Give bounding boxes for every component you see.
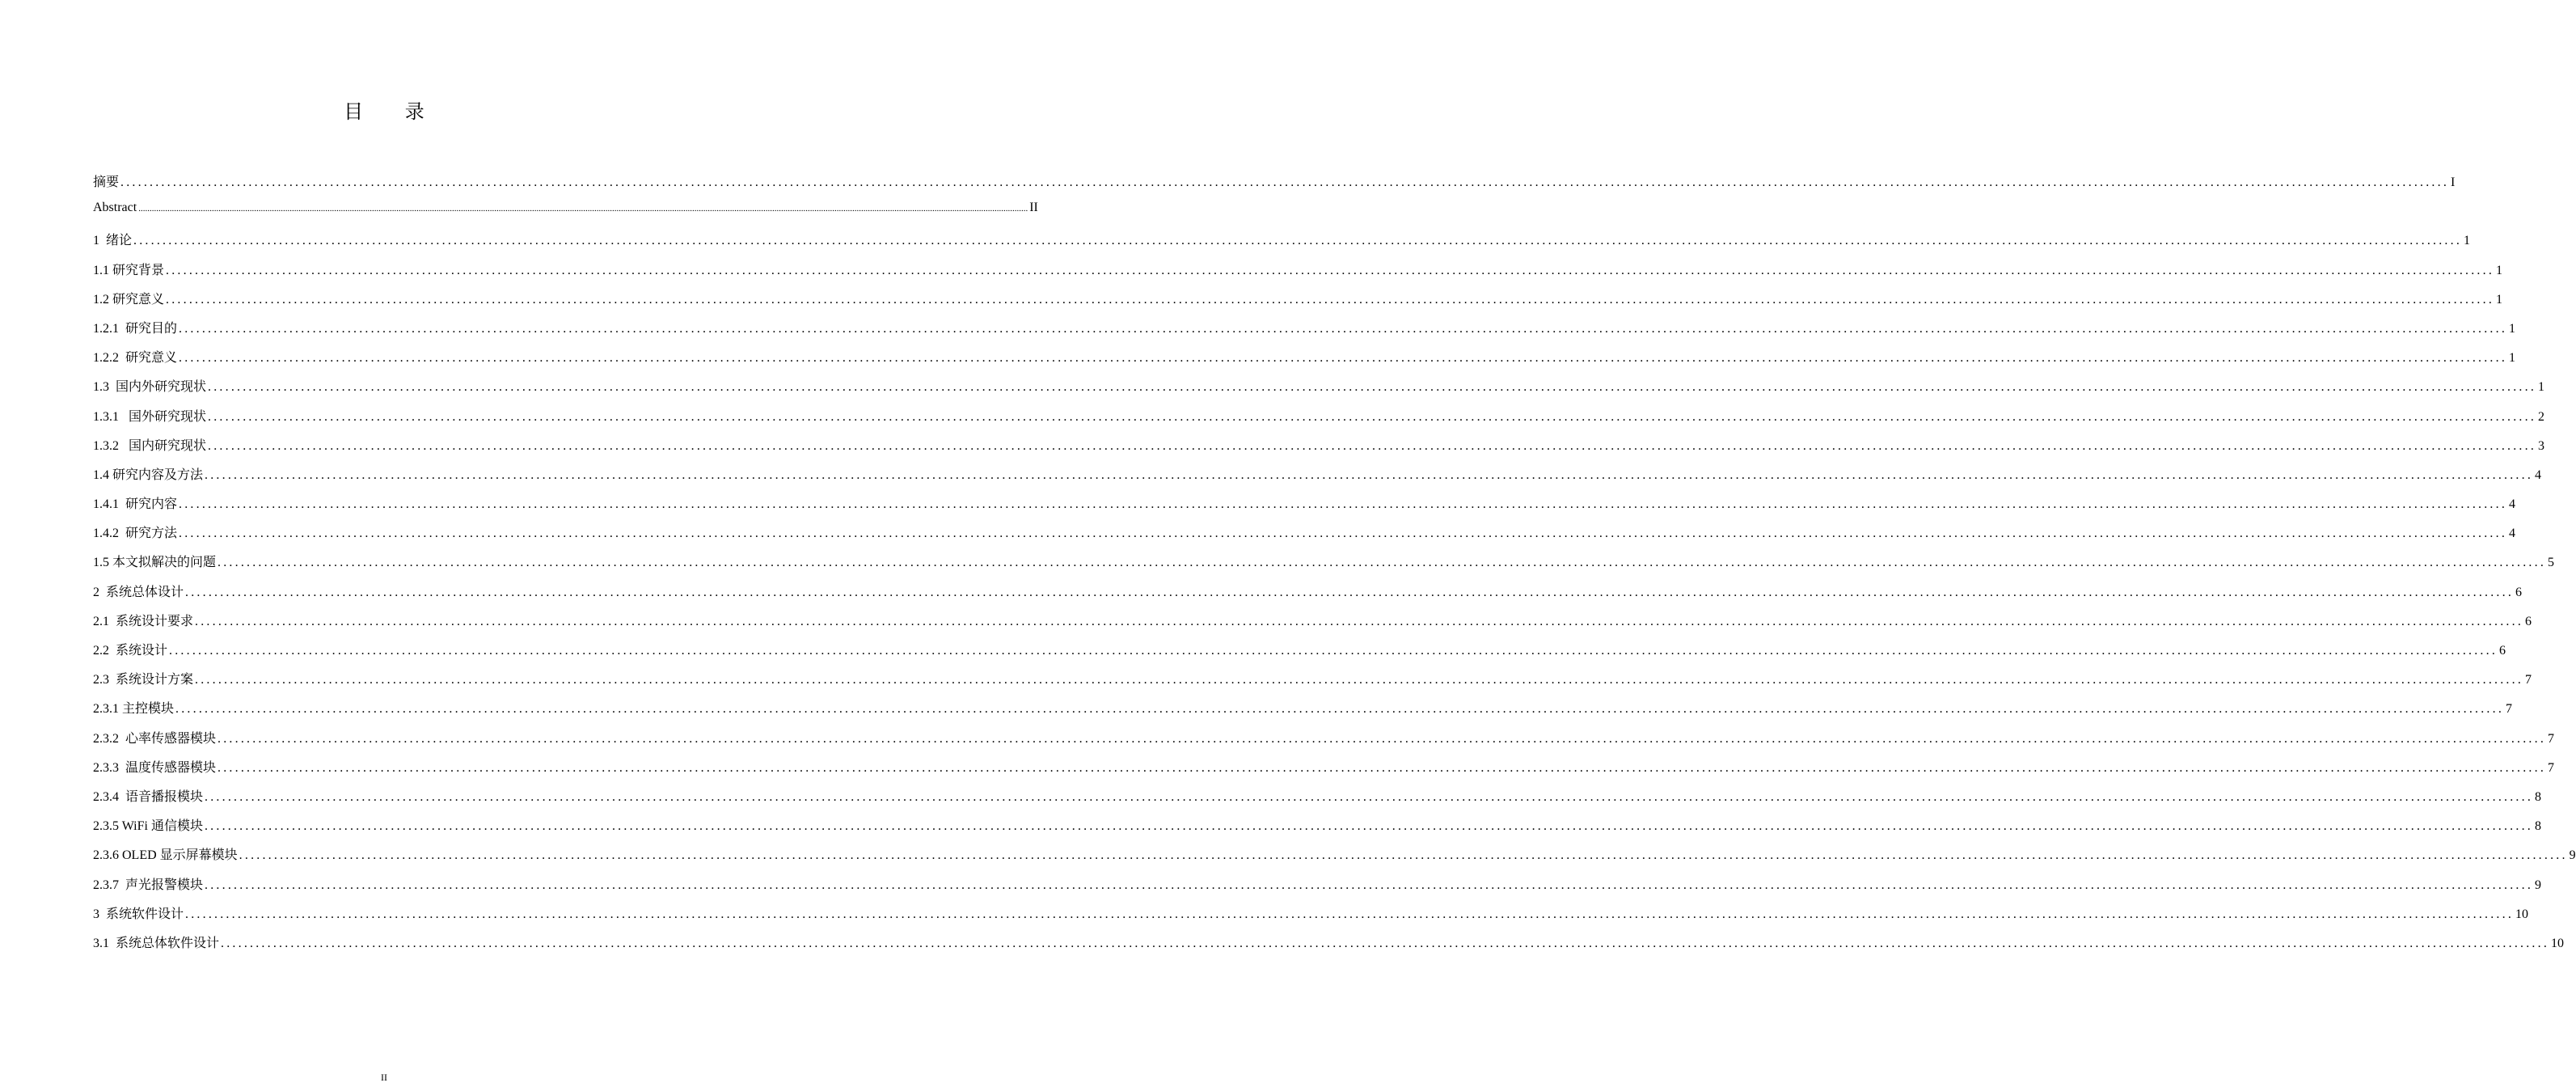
toc-leader: ................................................................................................................................................................................................................................................................................................................................................................................................................ <box>239 848 2568 863</box>
toc-entry-page: 9 <box>2535 878 2542 892</box>
toc-leader: ................................................................................................................................................................................................................................................................................................................................................................................................................ <box>208 409 2537 424</box>
toc-entry-label: 2 系统总体设计 <box>93 585 184 599</box>
toc-entry-label: 3 系统软件设计 <box>93 907 184 921</box>
toc-entry-label: 1.3 国内外研究现状 <box>93 380 207 395</box>
toc-entry-page: 4 <box>2509 497 2516 512</box>
toc-entry-label: 1.4 研究内容及方法 <box>93 467 204 482</box>
toc-entry-label: 2.3.7 声光报警模块 <box>93 878 204 892</box>
page-title: 目 录 <box>344 100 442 123</box>
toc-entry-label: 1.4.2 研究方法 <box>93 527 178 541</box>
toc-entry[interactable] <box>93 260 2503 289</box>
toc-entry-label: Abstract <box>93 201 137 215</box>
toc-leader: ................................................................................................................................................................................................................................................................................................................................................................................................................ <box>133 234 2463 248</box>
toc-entry-page: 1 <box>2509 351 2516 366</box>
toc-leader: ................................................................................................................................................................................................................................................................................................................................................................................................................ <box>185 907 2515 921</box>
toc-leader: ................................................................................................................................................................................................................................................................................................................................................................................................................ <box>138 204 1028 214</box>
toc-leader: ................................................................................................................................................................................................................................................................................................................................................................................................................ <box>208 438 2537 453</box>
toc-entry-label: 1.3.2 国内研究现状 <box>93 438 207 453</box>
toc-leader: ................................................................................................................................................................................................................................................................................................................................................................................................................ <box>179 497 2508 512</box>
toc-leader: ................................................................................................................................................................................................................................................................................................................................................................................................................ <box>179 527 2508 541</box>
toc-entry-page: II <box>1029 201 1038 215</box>
toc-leader: ................................................................................................................................................................................................................................................................................................................................................................................................................ <box>179 321 2508 336</box>
table-of-contents <box>93 171 2576 962</box>
toc-entry-page: 7 <box>2525 673 2532 687</box>
toc-entry-label: 2.3.1 主控模块 <box>93 702 175 717</box>
toc-leader: ................................................................................................................................................................................................................................................................................................................................................................................................................ <box>175 702 2505 717</box>
toc-entry-label: 2.3 系统设计方案 <box>93 673 194 687</box>
toc-entry-page: 5 <box>2548 556 2555 570</box>
toc-leader: ................................................................................................................................................................................................................................................................................................................................................................................................................ <box>195 614 2524 628</box>
toc-entry[interactable] <box>93 874 2542 903</box>
toc-leader: ................................................................................................................................................................................................................................................................................................................................................................................................................ <box>185 585 2515 599</box>
toc-entry[interactable] <box>93 376 2545 405</box>
toc-entry-page: 10 <box>2551 936 2565 950</box>
page-number: II <box>381 1072 387 1083</box>
toc-leader: ................................................................................................................................................................................................................................................................................................................................................................................................................ <box>195 673 2524 687</box>
toc-entry[interactable] <box>93 844 2576 873</box>
toc-entry[interactable] <box>93 347 2516 376</box>
toc-entry-page: 1 <box>2496 292 2503 307</box>
toc-entry-page: 9 <box>2569 848 2576 863</box>
toc-entry-page: 1 <box>2496 263 2503 277</box>
toc-entry-label: 3.1 系统总体软件设计 <box>93 936 220 950</box>
toc-leader: ................................................................................................................................................................................................................................................................................................................................................................................................................ <box>205 878 2534 892</box>
toc-entry-label: 1.2.2 研究意义 <box>93 351 178 366</box>
toc-entry[interactable] <box>93 582 2523 611</box>
toc-entry[interactable] <box>93 201 1038 230</box>
toc-entry-page: 6 <box>2525 614 2532 628</box>
toc-entry-page: 1 <box>2464 234 2471 248</box>
toc-entry-label: 1.5 本文拟解决的问题 <box>93 556 217 570</box>
toc-entry[interactable] <box>93 903 2529 933</box>
toc-entry-page: 7 <box>2548 731 2555 746</box>
toc-entry-page: 8 <box>2535 789 2542 804</box>
toc-entry-label: 2.3.3 温度传感器模块 <box>93 760 217 775</box>
toc-entry[interactable] <box>93 698 2513 727</box>
toc-leader: ................................................................................................................................................................................................................................................................................................................................................................................................................ <box>217 556 2547 570</box>
toc-leader: ................................................................................................................................................................................................................................................................................................................................................................................................................ <box>208 380 2537 395</box>
toc-entry[interactable] <box>93 464 2542 493</box>
toc-entry-page: 7 <box>2548 760 2555 775</box>
toc-leader: ................................................................................................................................................................................................................................................................................................................................................................................................................ <box>217 731 2547 746</box>
toc-entry-page: 1 <box>2538 380 2545 395</box>
toc-leader: ................................................................................................................................................................................................................................................................................................................................................................................................................ <box>205 789 2534 804</box>
toc-entry[interactable] <box>93 640 2506 669</box>
toc-entry[interactable] <box>93 493 2516 522</box>
toc-entry-label: 2.3.6 OLED 显示屏幕模块 <box>93 848 238 863</box>
toc-entry[interactable] <box>93 318 2516 347</box>
toc-leader: ................................................................................................................................................................................................................................................................................................................................................................................................................ <box>221 936 2550 950</box>
toc-entry[interactable] <box>93 171 2456 201</box>
toc-entry[interactable] <box>93 786 2542 815</box>
toc-entry-label: 1.2.1 研究目的 <box>93 321 178 336</box>
toc-entry-page: 7 <box>2506 702 2513 717</box>
toc-entry[interactable] <box>93 611 2532 640</box>
toc-entry-label: 1.2 研究意义 <box>93 292 165 307</box>
toc-leader: ................................................................................................................................................................................................................................................................................................................................................................................................................ <box>217 760 2547 775</box>
toc-entry[interactable] <box>93 406 2545 435</box>
toc-entry-page: 2 <box>2538 409 2545 424</box>
toc-entry[interactable] <box>93 552 2555 581</box>
toc-leader: ................................................................................................................................................................................................................................................................................................................................................................................................................ <box>169 644 2498 658</box>
toc-entry-page: 3 <box>2538 438 2545 453</box>
toc-entry-page: I <box>2451 176 2456 189</box>
toc-entry[interactable] <box>93 933 2565 962</box>
toc-entry-label: 1.1 研究背景 <box>93 263 165 277</box>
toc-entry[interactable] <box>93 815 2541 844</box>
toc-entry-label: 2.3.5 WiFi 通信模块 <box>93 819 203 834</box>
toc-entry[interactable] <box>93 435 2545 464</box>
toc-entry-label: 摘要 <box>93 176 120 189</box>
toc-entry-page: 4 <box>2509 527 2516 541</box>
toc-entry[interactable] <box>93 230 2471 259</box>
toc-entry-label: 2.1 系统设计要求 <box>93 614 194 628</box>
toc-entry-page: 6 <box>2515 585 2523 599</box>
toc-leader: ................................................................................................................................................................................................................................................................................................................................................................................................................ <box>179 351 2508 366</box>
toc-entry-label: 1 绪论 <box>93 234 133 248</box>
toc-entry[interactable] <box>93 728 2555 757</box>
toc-entry-label: 2.2 系统设计 <box>93 644 168 658</box>
toc-entry[interactable] <box>93 289 2503 318</box>
toc-leader: ................................................................................................................................................................................................................................................................................................................................................................................................................ <box>166 292 2495 307</box>
toc-leader: ................................................................................................................................................................................................................................................................................................................................................................................................................ <box>204 819 2533 834</box>
toc-entry[interactable] <box>93 669 2532 698</box>
toc-entry-label: 1.4.1 研究内容 <box>93 497 178 512</box>
toc-leader: ................................................................................................................................................................................................................................................................................................................................................................................................................ <box>120 176 2450 189</box>
toc-entry-page: 1 <box>2509 321 2516 336</box>
toc-entry-label: 2.3.2 心率传感器模块 <box>93 731 217 746</box>
toc-entry-page: 6 <box>2499 644 2506 658</box>
toc-entry-page: 10 <box>2515 907 2529 921</box>
toc-entry[interactable] <box>93 757 2555 786</box>
toc-leader: ................................................................................................................................................................................................................................................................................................................................................................................................................ <box>205 467 2534 482</box>
toc-entry[interactable] <box>93 522 2516 552</box>
toc-entry-label: 2.3.4 语音播报模块 <box>93 789 204 804</box>
toc-entry-label: 1.3.1 国外研究现状 <box>93 409 207 424</box>
toc-entry-page: 8 <box>2534 819 2541 834</box>
toc-entry-page: 4 <box>2535 467 2542 482</box>
toc-leader: ................................................................................................................................................................................................................................................................................................................................................................................................................ <box>166 263 2495 277</box>
